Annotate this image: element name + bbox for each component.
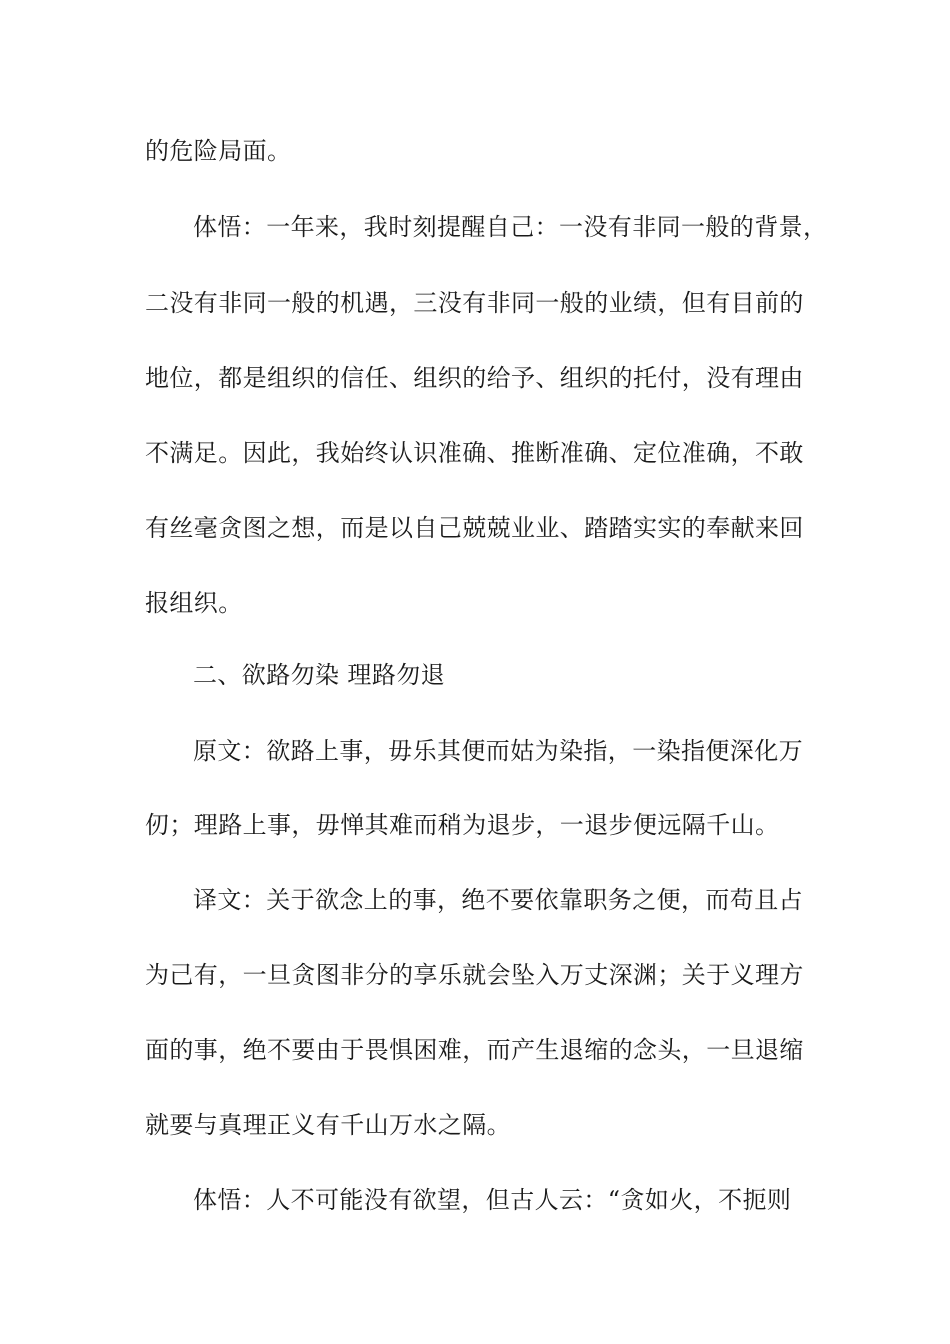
paragraph-insight-1: 体悟：一年来，我时刻提醒自己：一没有非同一般的背景， [193,213,828,241]
text-line: 就要与真理正义有千山万水之隔。 [145,1111,511,1139]
paragraph-translation: 译文：关于欲念上的事，绝不要依靠职务之便，而苟且占 [193,886,803,914]
text-line: 地位，都是组织的信任、组织的给予、组织的托付，没有理由 [145,364,804,392]
paragraph-insight-2: 体悟：人不可能没有欲望，但古人云：“贪如火，不扼则 [193,1186,792,1214]
section-heading: 二、欲路勿染 理路勿退 [193,661,446,689]
text-line: 报组织。 [145,589,243,617]
text-line: 二没有非同一般的机遇，三没有非同一般的业绩，但有目前的 [145,289,804,317]
text-line: 仞；理路上事，毋惮其难而稍为退步，一退步便远隔千山。 [145,811,780,839]
text-line: 不满足。因此，我始终认识准确、推断准确、定位准确，不敢 [145,439,804,467]
text-line: 面的事，绝不要由于畏惧困难，而产生退缩的念头，一旦退缩 [145,1036,804,1064]
text-line: 的危险局面。 [145,137,292,165]
text-line: 有丝毫贪图之想，而是以自己兢兢业业、踏踏实实的奉献来回 [145,514,804,542]
paragraph-original-text: 原文：欲路上事，毋乐其便而姑为染指，一染指便深化万 [193,737,803,765]
text-line: 为己有，一旦贪图非分的享乐就会坠入万丈深渊；关于义理方 [145,961,804,989]
